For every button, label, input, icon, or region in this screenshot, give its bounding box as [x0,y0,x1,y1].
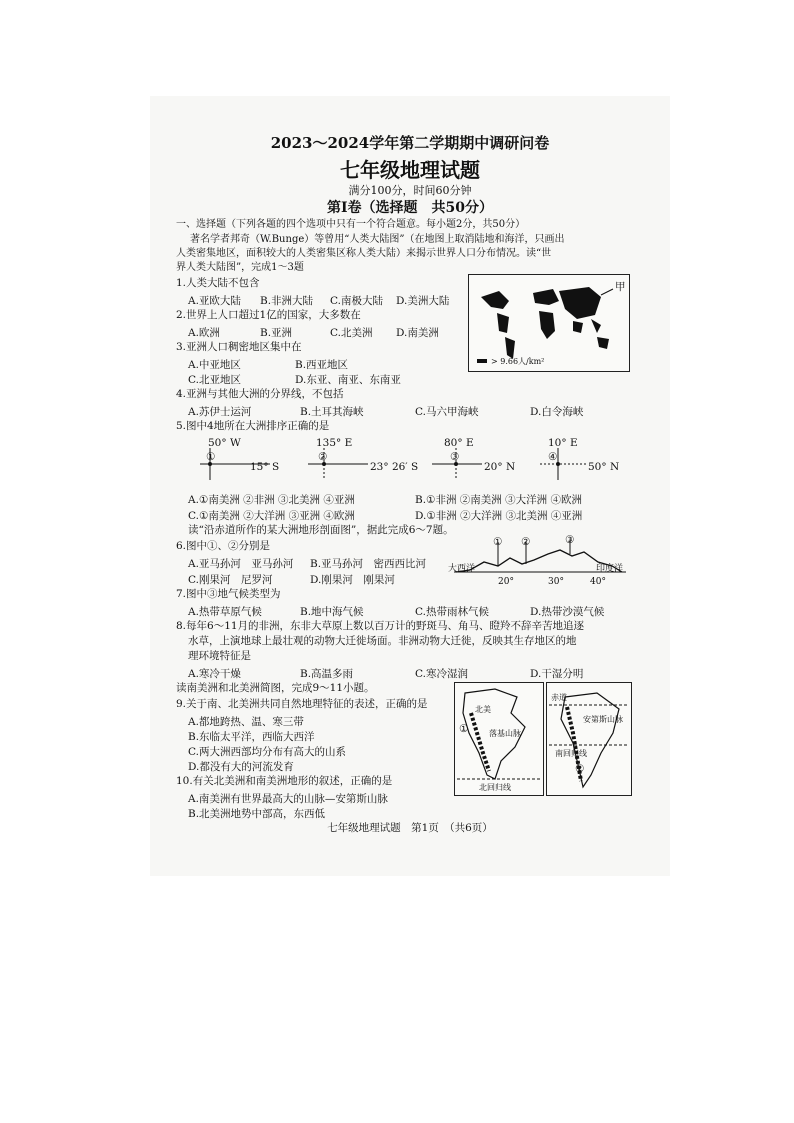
na-mark-1: ① [459,723,469,735]
na-tropic-label: 北回归线 [479,783,511,792]
question-4-stem: 4.亚洲与其他大洲的分界线，不包括 [176,388,344,400]
profile-mark-1: ① [493,536,503,548]
q6-option-c[interactable]: C.刚果河 尼罗河 [188,574,273,586]
exam-title: 2023～2024学年第二学期期中调研问卷 [270,134,550,152]
q7-option-d[interactable]: D.热带沙漠气候 [530,606,605,618]
exam-sheet [150,96,670,876]
south-america-map [546,682,632,796]
q10-option-b[interactable]: B.北美洲地势中部高，东西低 [188,808,326,820]
q6-option-a[interactable]: A.亚马孙河 亚马孙河 [188,558,294,570]
q4-option-b[interactable]: B.土耳其海峡 [300,406,364,418]
profile-tick-40: 40° [590,577,606,587]
q9-option-b[interactable]: B.东临太平洋，西临大西洋 [188,731,315,743]
exam-subtitle: 七年级地理试题 [340,158,480,182]
north-america-map [454,682,544,796]
grid1-num: ① [206,451,216,463]
exam-info: 满分100分，时间60分钟 [348,184,472,197]
q8-option-d[interactable]: D.干湿分明 [530,668,584,680]
q1-option-d[interactable]: D.美洲大陆 [396,295,450,307]
question-1-stem: 1.人类大陆不包含 [176,277,260,289]
q9-option-d[interactable]: D.都没有大的河流发育 [188,761,294,773]
profile-tick-30: 30° [548,577,564,587]
q9-option-a[interactable]: A.都地跨热、温、寒三带 [188,716,304,728]
intro-line: 著名学者邦奇（W.Bunge）等曾用“人类大陆图”（在地图上取消陆地和海洋，只画出 [190,234,565,245]
sa-equator-label: 赤道 [551,693,567,702]
question-5-stem: 5.图中4地所在大洲排序正确的是 [176,420,330,432]
q1-option-a[interactable]: A.亚欧大陆 [188,295,241,307]
grid2-num: ② [318,451,328,463]
sa-mountain-label: 安第斯山脉 [583,715,623,724]
grid2-lon: 135° E [316,437,353,449]
grid1-lat: 15° S [250,461,280,473]
q3-option-b[interactable]: B.西亚地区 [295,359,349,371]
part-heading: 第Ⅰ卷（选择题 共50分） [326,200,494,216]
question-10-stem: 10.有关北美洲和南美洲地形的叙述，正确的是 [176,775,393,787]
sa-tropic-label: 南回归线 [555,749,587,758]
question-9-stem: 9.关于南、北美洲共同自然地理特征的表述，正确的是 [176,698,428,710]
q10-option-a[interactable]: A.南美洲有世界最高大的山脉—安第斯山脉 [188,793,388,805]
map-legend: > 9.66人/km² [491,357,545,366]
q7-option-b[interactable]: B.地中海气候 [300,606,364,618]
q9-option-c[interactable]: C.两大洲西部均分布有高大的山系 [188,746,346,758]
profile-mark-2: ② [521,536,531,548]
q8-option-a[interactable]: A.寒冷干燥 [188,668,241,680]
page-footer: 七年级地理试题 第1页 （共6页） [327,822,493,834]
q2-option-b[interactable]: B.亚洲 [260,327,293,339]
question-7-stem: 7.图中③地气候类型为 [176,588,281,600]
q8-option-b[interactable]: B.高温多雨 [300,668,354,680]
intro-line: 人类密集地区，面积较大的人类密集区称人类大陆）来揭示世界人口分布情况。读“世 [176,248,552,259]
intro-line: 界人类大陆图”，完成1～3题 [176,262,304,273]
read-instruction-6-7: 读“沿赤道所作的某大洲地形剖面图”，据此完成6～7题。 [188,524,454,536]
q3-option-d[interactable]: D.东亚、南亚、东南亚 [295,374,401,386]
profile-mark-3: ③ [565,534,575,546]
q7-option-a[interactable]: A.热带草原气候 [188,606,262,618]
q3-option-c[interactable]: C.北亚地区 [188,374,241,386]
grid1-lon: 50° W [208,437,241,449]
grid3-num: ③ [450,451,460,463]
sa-mark-2: ② [575,763,585,775]
q6-option-b[interactable]: B.亚马孙河 密西西比河 [310,558,427,570]
q4-option-d[interactable]: D.白令海峡 [530,406,584,418]
grid3-lon: 80° E [444,437,474,449]
map-label-jia: 甲 [615,281,626,293]
q4-option-a[interactable]: A.苏伊士运河 [188,406,252,418]
grid4-lat: 50° N [588,461,620,473]
q1-option-b[interactable]: B.非洲大陆 [260,295,314,307]
q4-option-c[interactable]: C.马六甲海峡 [415,406,479,418]
grid4-num: ④ [548,451,558,463]
question-2-stem: 2.世界上人口超过1亿的国家，大多数在 [176,309,361,321]
question-3-stem: 3.亚洲人口稠密地区集中在 [176,341,302,353]
q5-option-d[interactable]: D.①非洲 ②大洋洲 ③北美洲 ④亚洲 [415,510,583,522]
q1-option-c[interactable]: C.南极大陆 [330,295,383,307]
q3-option-a[interactable]: A.中亚地区 [188,359,241,371]
section-heading: 一、选择题（下列各题的四个选项中只有一个符合题意。每小题2分，共50分） [176,219,526,230]
question-6-stem: 6.图中①、②分别是 [176,540,271,552]
q7-option-c[interactable]: C.热带雨林气候 [415,606,489,618]
q8-option-c[interactable]: C.寒冷湿润 [415,668,468,680]
q2-option-c[interactable]: C.北美洲 [330,327,373,339]
question-8-stem: 8.每年6～11月的非洲，东非大草原上数以百万计的野斑马、角马、瞪羚不辞辛苦地追逐 [176,620,585,632]
read-instruction-9-11: 读南美洲和北美洲简图，完成9～11小题。 [176,682,375,694]
q5-option-a[interactable]: A.①南美洲 ②非洲 ③北美洲 ④亚洲 [188,494,355,506]
q2-option-a[interactable]: A.欧洲 [188,327,220,339]
na-label: 北美 [475,705,491,714]
grid3-lat: 20° N [484,461,516,473]
grid2-lat: 23° 26′ S [370,461,419,473]
q2-option-d[interactable]: D.南美洲 [396,327,439,339]
q5-option-c[interactable]: C.①南美洲 ②大洋洲 ③亚洲 ④欧洲 [188,510,355,522]
na-mountain-label: 落基山脉 [489,729,521,738]
profile-left-ocean: 大西洋 [448,564,476,574]
q6-option-d[interactable]: D.刚果河 刚果河 [310,574,395,586]
q5-option-b[interactable]: B.①非洲 ②南美洲 ③大洋洲 ④欧洲 [415,494,582,506]
profile-right-ocean: 印度洋 [596,564,624,574]
question-8-stem: 水草，上演地球上最壮观的动物大迁徙场面。非洲动物大迁徙，反映其生存地区的地 [188,635,577,647]
question-8-stem: 理环境特征是 [188,650,251,662]
grid4-lon: 10° E [548,437,578,449]
world-population-map [468,274,630,372]
profile-tick-20: 20° [498,577,514,587]
